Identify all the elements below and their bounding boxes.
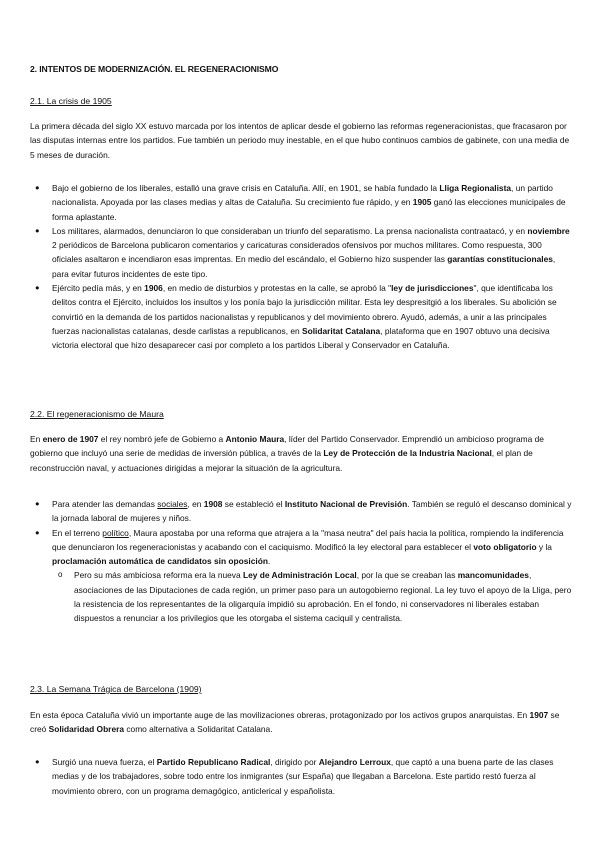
bullet-list-semana-tragica bbox=[30, 755, 572, 798]
paragraph-intro-semana-tragica: En esta época Cataluña vivió un importante auge de las movilizaciones obreras, protagonizado por los activos grupos anarquistas. En 1907 se creó Solidaridad Obrera como alternativa a Solidaritat Catalana. bbox=[30, 710, 560, 735]
list-item: ● Para atender las demandas sociales, en 1908 se estableció el Instituto Nacional de Previsión. También se reguló el descanso dominical y la jornada laboral de mujeres y niños. bbox=[30, 497, 572, 526]
bullet-list-crisis bbox=[30, 181, 572, 353]
paragraph-intro-crisis: La primera década del siglo XX estuvo marcada por los intentos de aplicar desde el gobierno las reformas regeneracionistas, que fracasaron por las disputas internas entre los partidos. Fue también un periodo muy inestable, en el que hubo continuos cambios de gabinete, con una media de 5 meses de duración. bbox=[30, 121, 570, 160]
page-title: 2. INTENTOS DE MODERNIZACIÓN. EL REGENERACIONISMO bbox=[30, 64, 279, 74]
sub-list-item: o Pero su más ambiciosa reforma era la nueva Ley de Administración Local, por la que se creaban las mancomunidades, asociaciones de las Diputaciones de cada región, un primer paso para un autogobierno regional. La ley tuvo el apoyo de la Lliga, pero la resistencia de los representantes de la oligarquía impidió su aprobación. En el fondo, ni conservadores ni liberales estaban dispuestos a renunciar a los privilegios que les otorgaba el sistema caciquil y centralista. bbox=[52, 568, 572, 625]
list-item: ● En el terreno político, Maura apostaba por una reforma que atrajera a la "masa neutra" del país hacia la política, rompiendo la indiferencia que denunciaron los regeneracionistas y acabando con el caciquismo. Modificó la ley electoral para establecer el voto obligatorio y la proclamación automática de candidatos sin oposición. o Pero su más ambiciosa reforma era la nueva Ley de Administración Local, por la que se creaban las mancomunidades, asociaciones de las Diputaciones de cada región, un primer paso para un autogobierno regional. La ley tuvo el apoyo de la Lliga, pero la resistencia de los representantes de la oligarquía impidió su aprobación. En el fondo, ni conservadores ni liberales estaban dispuestos a renunciar a los privilegios que les otorgaba el sistema caciquil y centralista. bbox=[30, 526, 572, 626]
sub-list-maura bbox=[52, 568, 572, 625]
list-item: ● Surgió una nueva fuerza, el Partido Republicano Radical, dirigido por Alejandro Lerroux, que captó a una buena parte de las clases medias y de los trabajadores, sobre todo entre los inmigrantes (sur España) que llegaban a Barcelona. Este partido restó fuerza al movimiento obrero, con un programa demagógico, anticlerical y españolista. bbox=[30, 755, 572, 798]
list-item: ● Los militares, alarmados, denunciaron lo que consideraban un triunfo del separatismo. La prensa nacionalista contraatacó, y en noviembre 2 periódicos de Barcelona publicaron comentarios y caricaturas considerados ofensivos por muchos militares. Como respuesta, 300 oficiales asaltaron e incendiaron esas imprentas. En medio del escándalo, el Gobierno hizo suspender las garantías constitucionales, para evitar futuros incidentes de este tipo. bbox=[30, 224, 572, 281]
section-heading-crisis-1905: 2.1. La crisis de 1905 bbox=[30, 96, 112, 106]
section-heading-maura: 2.2. El regeneracionismo de Maura bbox=[30, 409, 164, 419]
list-item: ● Bajo el gobierno de los liberales, estalló una grave crisis en Cataluña. Allí, en 1901, se había fundado la Lliga Regionalista, un partido nacionalista. Apoyada por las clases medias y altas de Cataluña. Su crecimiento fue rápido, y en 1905 ganó las elecciones municipales de forma aplastante. bbox=[30, 181, 572, 224]
section-heading-semana-tragica: 2.3. La Semana Trágica de Barcelona (1909) bbox=[30, 684, 202, 694]
paragraph-intro-maura: En enero de 1907 el rey nombró jefe de Gobierno a Antonio Maura, líder del Partido Conservador. Emprendió un ambicioso programa de gobierno que incluyó una serie de medidas de inversión pública, a través de la Ley de Protección de la Industria Nacional, el plan de reconstrucción naval, y actuaciones dirigidas a mejorar la situación de la agricultura. bbox=[30, 434, 544, 473]
list-item: ● Ejército pedía más, y en 1906, en medio de disturbios y protestas en la calle, se aprobó la "ley de jurisdicciones", que identificaba los delitos contra el Ejército, incluidos los insultos y los ponía bajo la jurisdicción militar. Esta ley despresitgió a los liberales. Su abolición se convirtió en la demanda de los partidos nacionalistas y republicanos y del movimiento obrero. Ayudó, además, a unir a las principales fuerzas nacionalistas catalanas, desde carlistas a republicanos, en Solidaritat Catalana, plataforma que en 1907 obtuvo una decisiva victoria electoral que hizo desaparecer casi por completo a los partidos Liberal y Conservador en Cataluña. bbox=[30, 281, 572, 352]
bullet-list-maura bbox=[30, 497, 572, 626]
